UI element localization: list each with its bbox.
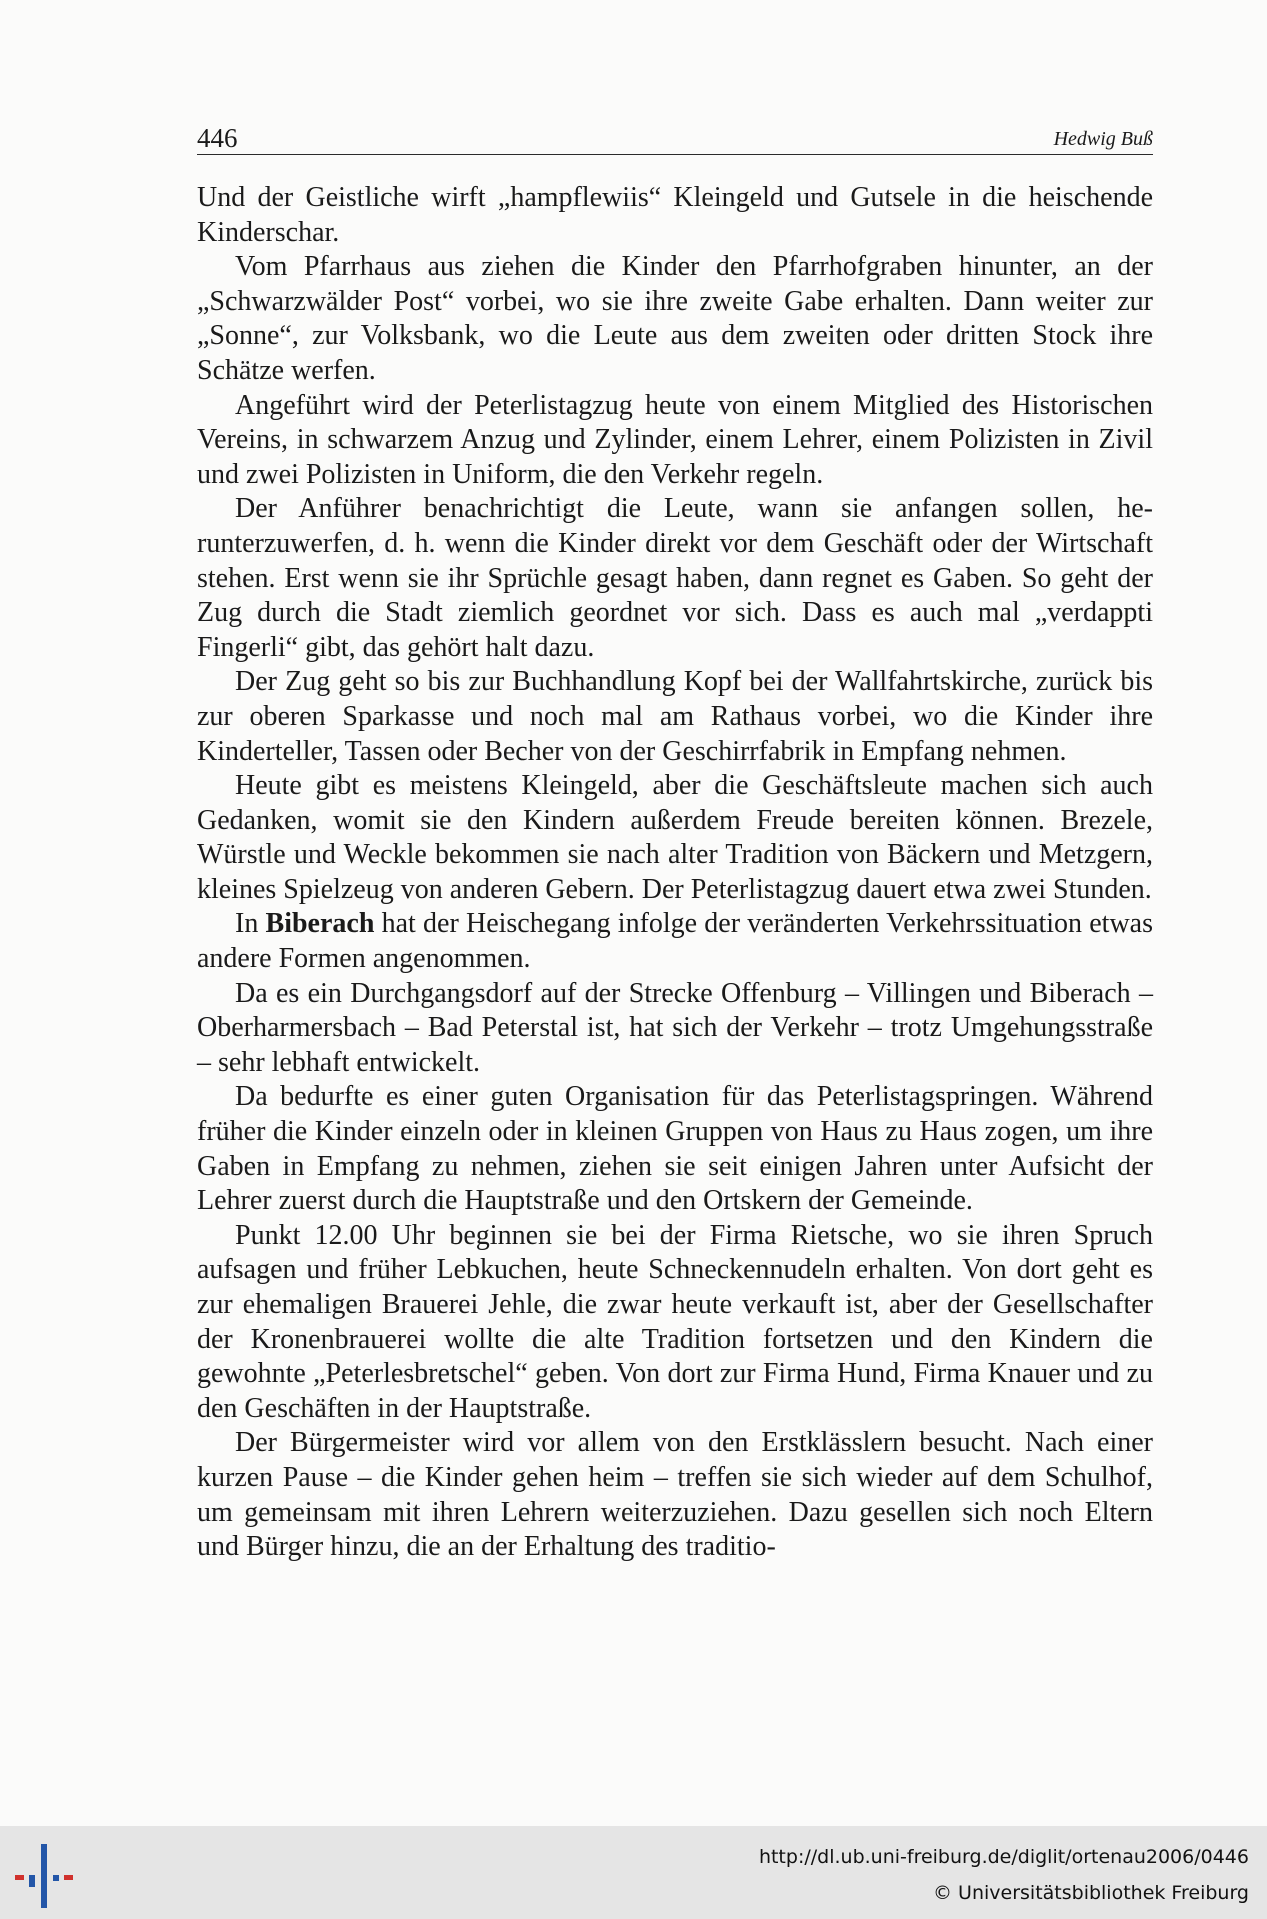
footer-copyright: © Universitätsbibliothek Freiburg [933, 1882, 1249, 1904]
body-text [197, 181, 1153, 1565]
paragraph: Punkt 12.00 Uhr beginnen sie bei der Firma Rietsche, wo sie ihren Spruch aufsagen und früher Lebkuchen, heute Schneckennudeln erhalten. Von dort geht es zur ehemaligen Brauerei Jehle, die zwar heute verkauft ist, aber der Gesellschafter der Kronenbrauerei wollte die alte Tradition fortsetzen und den Kindern die gewohnte „Peterlesbretschel“ geben. Von dort zur Firma Hund, Firma Knauer und zu den Geschäften in der Hauptstraße. [197, 1219, 1153, 1424]
paragraph: Der Zug geht so bis zur Buchhandlung Kopf bei der Wallfahrtskirche, zurück bis zur oberen Sparkasse und noch mal am Rathaus vorbei, wo die Kinder ihre Kinderteller, Tassen oder Becher von der Geschirrfabrik in Empfang nehmen. [197, 666, 1153, 767]
footer-permalink[interactable]: http://dl.ub.uni-freiburg.de/diglit/ortenau2006/0446 [758, 1846, 1249, 1868]
page-number: 446 [197, 123, 238, 153]
ub-freiburg-logo-icon[interactable] [12, 1834, 82, 1914]
place-name-biberach: Biberach [265, 908, 375, 940]
paragraph: Der Anführer benachrichtigt die Leute, wann sie anfangen sollen, herunterzuwerfen, d. h. wenn die Kinder direkt vor dem Geschäft oder der Wirtschaft stehen. Erst wenn sie ihr Sprüchle gesagt haben, dann regnet es Gaben. So geht der Zug durch die Stadt ziemlich geordnet vor sich. Dass es auch mal „verdappti Fingerli“ gibt, das gehört halt dazu. [197, 493, 1153, 663]
running-head [197, 114, 1153, 155]
logo-graphic [12, 1834, 82, 1914]
paragraph-prefix: In [235, 908, 266, 940]
paragraph: Da bedurfte es einer guten Organisation für das Peterlistagspringen. Während früher die Kinder einzeln oder in kleinen Gruppen von Haus zu Haus zogen, um ihre Gaben in Empfang zu nehmen, ziehen sie seit einigen Jahren unter Aufsicht der Lehrer zuerst durch die Hauptstraße und den Ortskern der Gemeinde. [197, 1081, 1153, 1217]
paragraph: Der Bürgermeister wird vor allem von den Erstklässlern besucht. Nach einer kurzen Pause – die Kinder gehen heim – treffen sie sich wieder auf dem Schulhof, um gemeinsam mit ihren Lehrern weiterzuziehen. Dazu gesellen sich noch Eltern und Bürger hinzu, die an der Erhaltung des traditio- [197, 1427, 1153, 1563]
paragraph: Heute gibt es meistens Kleingeld, aber die Geschäftsleute machen sich auch Gedanken, womit sie den Kindern außerdem Freude bereiten können. Brezele, Würstle und Weckle bekommen sie nach alter Tradition von Bäckern und Metzgern, kleines Spielzeug von anderen Gebern. Der Peterlistagzug dauert etwa zwei Stunden. [197, 770, 1153, 905]
paragraph-biberach [197, 907, 1153, 976]
paragraph: Vom Pfarrhaus aus ziehen die Kinder den Pfarrhofgraben hinunter, an der „Schwarzwälder Post“ vorbei, wo sie ihre zweite Gabe erhalten. Dann weiter zur „Sonne“, zur Volksbank, wo die Leute aus dem zweiten oder dritten Stock ihre Schätze werfen. [197, 251, 1153, 386]
paragraph-suffix: hat der Heischegang infolge der veränderten Verkehrssituation etwas andere Formen angenommen. [197, 908, 1153, 975]
paragraph: Da es ein Durchgangsdorf auf der Strecke Offenburg – Villingen und Biberach – Oberharmersbach – Bad Peterstal ist, hat sich der Verkehr – trotz Umgehungsstraße – sehr lebhaft entwickelt. [197, 977, 1153, 1078]
footer-bar [0, 1826, 1267, 1919]
paragraph: Angeführt wird der Peterlistagzug heute von einem Mitglied des Historischen Vereins, in schwarzem Anzug und Zylinder, einem Lehrer, einem Polizisten in Zivil und zwei Polizisten in Uniform, die den Verkehr regeln. [197, 389, 1153, 490]
paragraph: Und der Geistliche wirft „hampflewiis“ Kleingeld und Gutsele in die heischende Kinderschar. [197, 182, 1153, 248]
running-head-author: Hedwig Buß [1053, 128, 1153, 150]
